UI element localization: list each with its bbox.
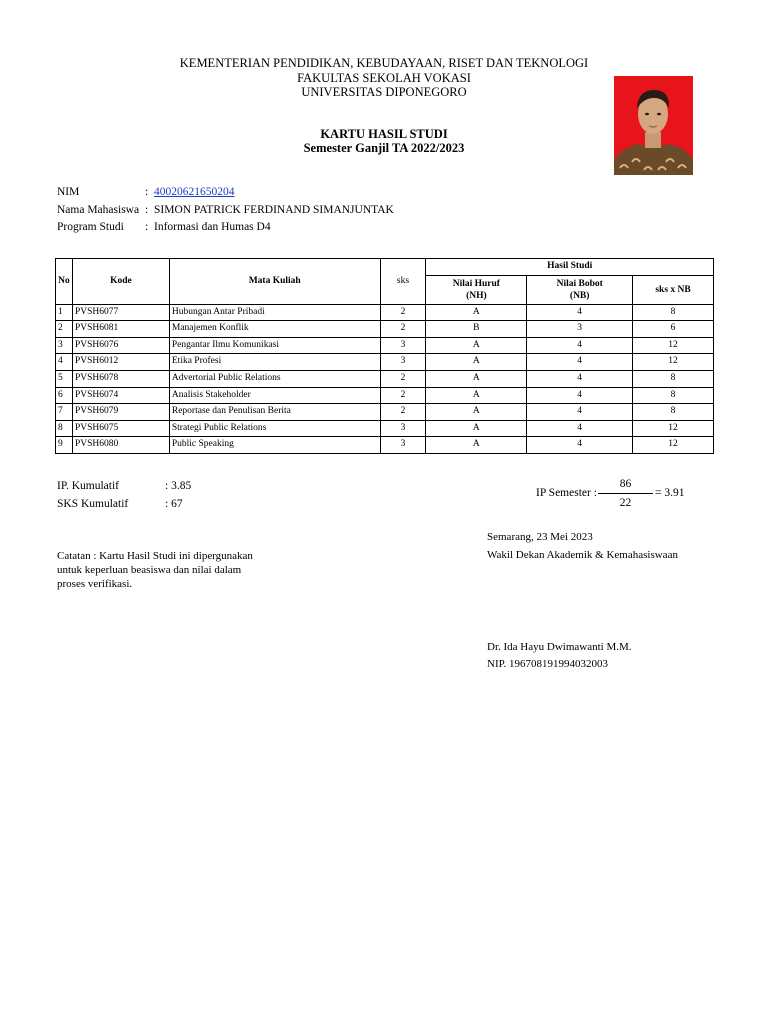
table-row	[56, 420, 714, 437]
nim-separator: :	[145, 186, 149, 198]
note-line-2: untuk keperluan beasiswa dan nilai dalam	[57, 564, 242, 576]
cell-sks: 3	[380, 437, 426, 454]
header-nilai-bobot-abbr: (NB)	[569, 290, 590, 301]
document-title: KARTU HASIL STUDI	[320, 127, 448, 141]
note-line-3: proses verifikasi.	[57, 578, 133, 590]
cell-mata-kuliah: Hubungan Antar Pribadi	[169, 304, 380, 321]
ipk-row	[57, 479, 191, 494]
cell-no: 7	[56, 404, 73, 421]
student-photo	[614, 76, 693, 175]
ipk-value: : 3.85	[165, 480, 192, 492]
cell-no: 1	[56, 304, 73, 321]
header-kode: Kode	[72, 259, 169, 305]
cell-sks-x-nb: 12	[633, 354, 714, 371]
cell-kode: PVSH6081	[72, 321, 169, 338]
table-row	[56, 387, 714, 404]
cell-mata-kuliah: Analisis Stakeholder	[169, 387, 380, 404]
signature-position: Wakil Dekan Akademik & Kemahasiswaan	[487, 549, 678, 561]
cell-sks: 2	[380, 404, 426, 421]
cell-nilai-bobot: 4	[527, 420, 633, 437]
cell-nilai-huruf: A	[426, 304, 527, 321]
cell-mata-kuliah: Strategi Public Relations	[169, 420, 380, 437]
cell-nilai-bobot: 4	[527, 404, 633, 421]
table-row	[56, 321, 714, 338]
grades-table	[55, 258, 714, 454]
table-row	[56, 437, 714, 454]
cell-nilai-huruf: A	[426, 437, 527, 454]
header-no: No	[56, 259, 73, 305]
cell-kode: PVSH6012	[72, 354, 169, 371]
ips-label: IP Semester :	[536, 487, 597, 499]
ips-result: = 3.91	[655, 487, 685, 499]
cell-nilai-huruf: A	[426, 337, 527, 354]
cell-kode: PVSH6078	[72, 370, 169, 387]
header-nilai-huruf-label: Nilai Huruf	[452, 278, 500, 289]
faculty-heading: FAKULTAS SEKOLAH VOKASI	[297, 71, 471, 85]
student-name: SIMON PATRICK FERDINAND SIMANJUNTAK	[154, 204, 394, 216]
program-row	[57, 220, 271, 235]
cell-sks-x-nb: 6	[633, 321, 714, 338]
nim-link[interactable]: 40020621650204	[154, 186, 235, 198]
cell-nilai-huruf: B	[426, 321, 527, 338]
cell-nilai-bobot: 4	[527, 387, 633, 404]
cell-sks: 3	[380, 354, 426, 371]
signatory-name: Dr. Ida Hayu Dwimawanti M.M.	[487, 641, 632, 653]
table-row	[56, 337, 714, 354]
cell-sks-x-nb: 12	[633, 337, 714, 354]
signatory-nip: NIP. 196708191994032003	[487, 658, 609, 670]
cell-nilai-bobot: 4	[527, 337, 633, 354]
nim-label: NIM	[57, 186, 80, 198]
ips-denominator: 22	[619, 497, 632, 509]
cell-sks: 2	[380, 321, 426, 338]
cell-mata-kuliah: Advertorial Public Relations	[169, 370, 380, 387]
cell-sks: 2	[380, 370, 426, 387]
table-row	[56, 304, 714, 321]
table-row	[56, 370, 714, 387]
cell-mata-kuliah: Public Speaking	[169, 437, 380, 454]
cell-kode: PVSH6075	[72, 420, 169, 437]
header-hasil-studi: Hasil Studi	[426, 259, 714, 276]
cell-sks: 3	[380, 337, 426, 354]
cell-sks: 2	[380, 387, 426, 404]
cell-nilai-huruf: A	[426, 420, 527, 437]
header-sks: sks	[380, 259, 426, 305]
cell-no: 9	[56, 437, 73, 454]
program-label: Program Studi	[57, 221, 124, 233]
cell-no: 4	[56, 354, 73, 371]
cell-mata-kuliah: Pengantar Ilmu Komunikasi	[169, 337, 380, 354]
fraction-line	[598, 493, 653, 494]
cell-sks-x-nb: 12	[633, 420, 714, 437]
ips-numerator: 86	[619, 478, 632, 490]
cell-nilai-bobot: 4	[527, 354, 633, 371]
sks-kumulatif-label: SKS Kumulatif	[57, 498, 129, 510]
ministry-heading: KEMENTERIAN PENDIDIKAN, KEBUDAYAAN, RISET DAN TEKNOLOGI	[179, 56, 589, 70]
cell-kode: PVSH6076	[72, 337, 169, 354]
header-mata-kuliah: Mata Kuliah	[169, 259, 380, 305]
cell-sks-x-nb: 12	[633, 437, 714, 454]
cell-kode: PVSH6080	[72, 437, 169, 454]
name-separator: :	[145, 204, 149, 216]
header-nilai-bobot	[527, 275, 633, 304]
header-nilai-bobot-label: Nilai Bobot	[556, 278, 603, 289]
name-row	[57, 203, 394, 218]
cell-mata-kuliah: Reportase dan Penulisan Berita	[169, 404, 380, 421]
table-row	[56, 354, 714, 371]
cell-sks-x-nb: 8	[633, 304, 714, 321]
cell-sks-x-nb: 8	[633, 370, 714, 387]
cell-nilai-bobot: 4	[527, 304, 633, 321]
cell-sks-x-nb: 8	[633, 404, 714, 421]
cell-nilai-huruf: A	[426, 387, 527, 404]
cell-mata-kuliah: Manajemen Konflik	[169, 321, 380, 338]
cell-no: 5	[56, 370, 73, 387]
cell-no: 6	[56, 387, 73, 404]
cell-nilai-huruf: A	[426, 370, 527, 387]
header-nilai-huruf	[426, 275, 527, 304]
cell-kode: PVSH6079	[72, 404, 169, 421]
cell-nilai-bobot: 4	[527, 437, 633, 454]
cell-sks: 2	[380, 304, 426, 321]
sks-kumulatif-row	[57, 497, 183, 512]
name-label: Nama Mahasiswa	[57, 204, 140, 216]
cell-mata-kuliah: Etika Profesi	[169, 354, 380, 371]
nim-row	[57, 185, 235, 200]
cell-kode: PVSH6074	[72, 387, 169, 404]
sks-kumulatif-value: : 67	[165, 498, 183, 510]
cell-nilai-bobot: 3	[527, 321, 633, 338]
cell-sks: 3	[380, 420, 426, 437]
ipk-label: IP. Kumulatif	[57, 480, 119, 492]
program-separator: :	[145, 221, 149, 233]
header-sks-x-nb: sks x NB	[633, 275, 714, 304]
cell-no: 3	[56, 337, 73, 354]
university-heading: UNIVERSITAS DIPONEGORO	[301, 85, 467, 99]
table-row	[56, 404, 714, 421]
cell-nilai-huruf: A	[426, 404, 527, 421]
semester-title: Semester Ganjil TA 2022/2023	[303, 141, 465, 155]
cell-kode: PVSH6077	[72, 304, 169, 321]
grades-body	[56, 304, 714, 453]
note-line-1: Catatan : Kartu Hasil Studi ini dipergunakan	[57, 550, 253, 562]
cell-no: 8	[56, 420, 73, 437]
signature-place-date: Semarang, 23 Mei 2023	[487, 531, 593, 543]
header-nilai-huruf-abbr: (NH)	[466, 290, 487, 301]
program-name: Informasi dan Humas D4	[154, 221, 271, 233]
cell-nilai-bobot: 4	[527, 370, 633, 387]
cell-sks-x-nb: 8	[633, 387, 714, 404]
student-photo-image	[614, 76, 693, 175]
cell-nilai-huruf: A	[426, 354, 527, 371]
note-block	[57, 549, 287, 591]
cell-no: 2	[56, 321, 73, 338]
